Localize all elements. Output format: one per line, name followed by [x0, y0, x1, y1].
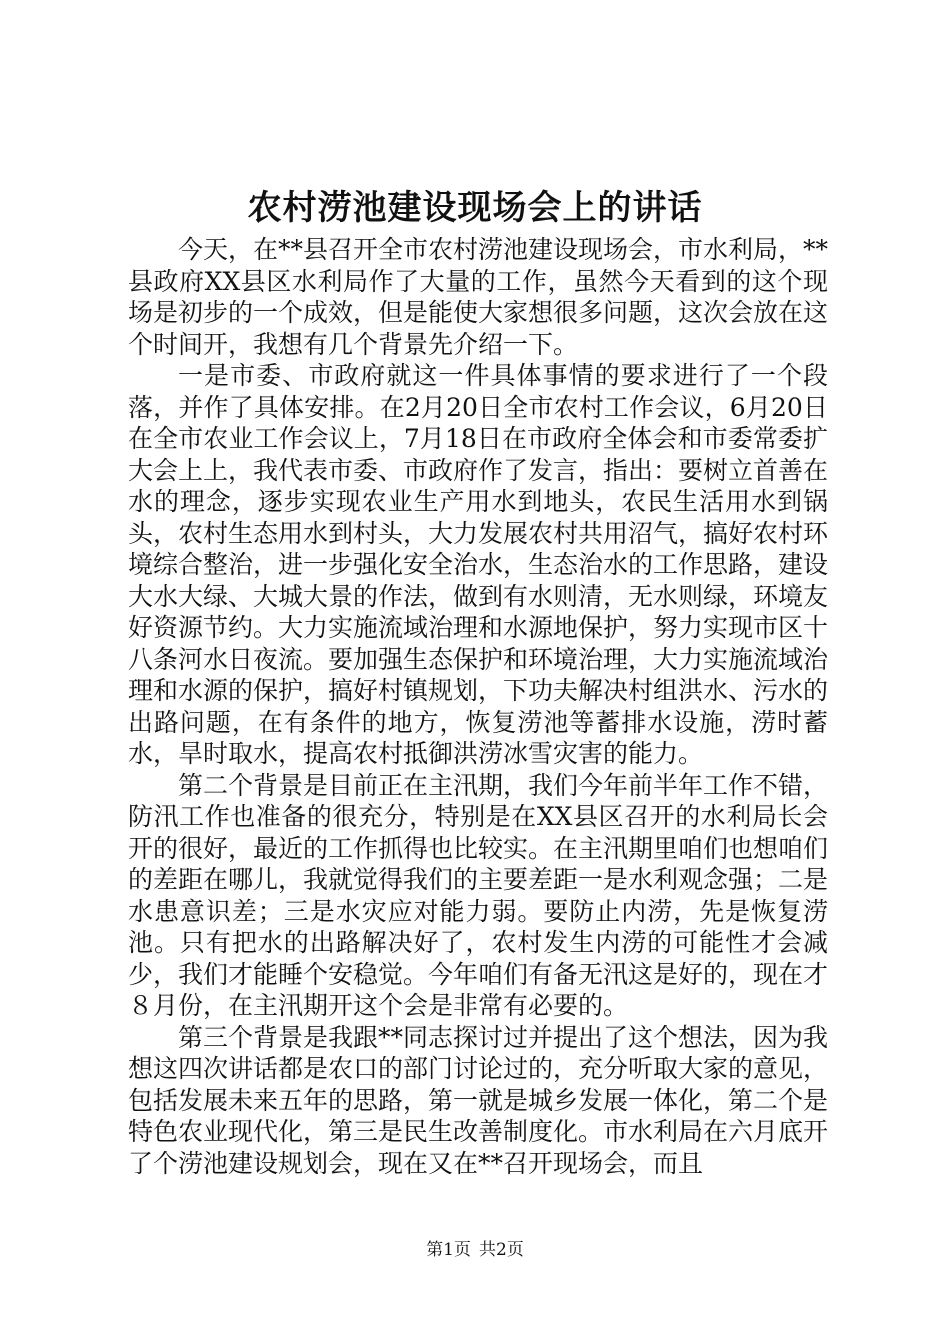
- page-number-current: 第1页: [426, 1240, 471, 1260]
- paragraph: 一是市委、市政府就这一件具体事情的要求进行了一个段落，并作了具体安排。在2月20日全市农村工作会议，6月20日在全市农业工作会议上，7月18日在市政府全体会和市委常委扩大会上上，我代表市委、市政府作了发言，指出：要树立首善在水的理念，逐步实现农业生产用水到地头，农民生活用水到锅头，农村生态用水到村头，大力发展农村共用沼气，搞好农村环境综合整治，进一步强化安全治水，生态治水的工作思路，建设大水大绿、大城大景的作法，做到有水则清，无水则绿，环境友好资源节约。大力实施流域治理和水源地保护，努力实现市区十八条河水日夜流。要加强生态保护和环境治理，大力实施流域治理和水源的保护，搞好村镇规划，下功夫解决村组洪水、污水的出路问题，在有条件的地方，恢复涝池等蓄排水设施，涝时蓄水，旱时取水，提高农村抵御洪涝冰雪灾害的能力。: [128, 361, 829, 768]
- paragraph: 第二个背景是目前正在主汛期，我们今年前半年工作不错，防汛工作也准备的很充分，特别是在XX县区召开的水利局长会开的很好，最近的工作抓得也比较实。在主汛期里咱们也想咱们的差距在哪儿，我就觉得我们的主要差距一是水利观念强；二是水患意识差；三是水灾应对能力弱。要防止内涝，先是恢复涝池。只有把水的出路解决好了，农村发生内涝的可能性才会减少，我们才能睡个安稳觉。今年咱们有备无汛这是好的，现在才８月份，在主汛期开这个会是非常有必要的。: [128, 770, 829, 1020]
- page-footer: [0, 1238, 950, 1262]
- document-title: 农村涝池建设现场会上的讲话: [247, 188, 703, 228]
- paragraph: 今天，在**县召开全市农村涝池建设现场会，市水利局，**县政府XX县区水利局作了大量的工作，虽然今天看到的这个现场是初步的一个成效，但是能使大家想很多问题，这次会放在这个时间开，我想有几个背景先介绍一下。: [128, 235, 829, 359]
- document-body: [128, 234, 828, 1179]
- page-number-total: 共2页: [479, 1240, 524, 1260]
- paragraph: 第三个背景是我跟**同志探讨过并提出了这个想法，因为我想这四次讲话都是农口的部门讨论过的，充分听取大家的意见，包括发展未来五年的思路，第一就是城乡发展一体化，第二个是特色农业现代化，第三是民生改善制度化。市水利局在六月底开了个涝池建设规划会，现在又在**召开现场会，而且: [128, 1022, 829, 1178]
